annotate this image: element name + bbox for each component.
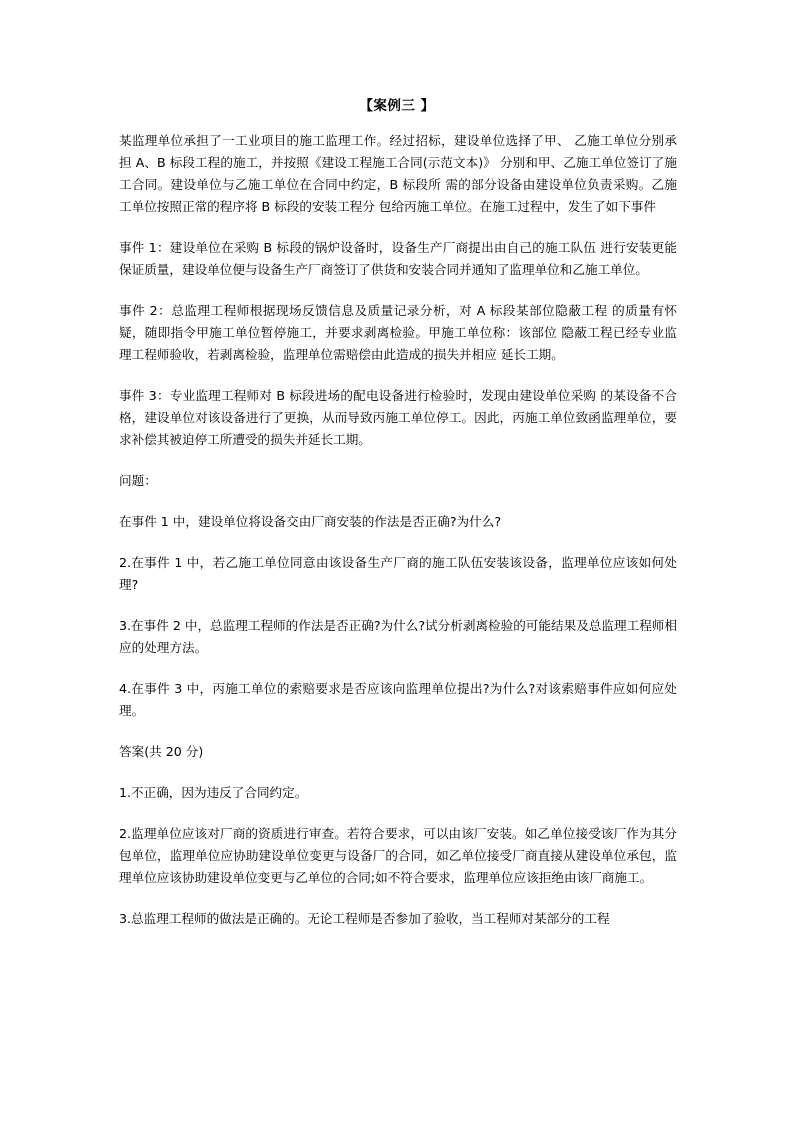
event-1-paragraph: 事件 1：建设单位在采购 B 标段的锅炉设备时，设备生产厂商提出由自己的施工队伍 进行安装更能保证质量，建设单位便与设备生产厂商签订了供货和安装合同并通知了监理单位和乙施工单位。 [119, 240, 677, 277]
question-3: 3.在事件 2 中，总监理工程师的作法是否正确?为什么?试分析剥离检验的可能结果及总监理工程师相应的处理方法。 [119, 618, 677, 655]
answers-heading: 答案(共 20 分) [119, 744, 204, 759]
question-4: 4.在事件 3 中，丙施工单位的索赔要求是否应该向监理单位提出?为什么?对该索赔事件应如何应处理。 [119, 681, 677, 718]
document-body [119, 130, 677, 949]
answer-3: 3.总监理工程师的做法是正确的。无论工程师是否参加了验收，当工程师对某部分的工程 [119, 911, 610, 926]
answer-2: 2.监理单位应该对厂商的资质进行审查。若符合要求，可以由该厂安装。如乙单位接受该厂作为其分包单位，监理单位应协助建设单位变更与设备厂的合同，如乙单位接受厂商直接从建设单位承包，监理单位应该协助建设单位变更与乙单位的合同;如不符合要求，监理单位应该拒绝由该厂商施工。 [119, 826, 677, 885]
event-3-paragraph: 事件 3：专业监理工程师对 B 标段进场的配电设备进行检验时，发现由建设单位采购 的某设备不合格，建设单位对该设备进行了更换，从而导致丙施工单位停工。因此，丙施工单位致函监理单位，要求补偿其被迫停工所遭受的损失并延长工期。 [119, 388, 677, 447]
questions-heading: 问题： [119, 473, 157, 488]
question-2: 2.在事件 1 中，若乙施工单位同意由该设备生产厂商的施工队伍安装该设备，监理单位应该如何处理? [119, 555, 677, 592]
event-2-paragraph: 事件 2：总监理工程师根据现场反馈信息及质量记录分析，对 A 标段某部位隐蔽工程 的质量有怀疑，随即指令甲施工单位暂停施工，并要求剥离检验。甲施工单位称：该部位 隐蔽工程已经专业监理工程师验收，若剥离检验，监理单位需赔偿由此造成的损失并相应 延长工期。 [119, 303, 677, 362]
case-title: 【案例三 】 [359, 98, 435, 114]
answer-1: 1.不正确，因为违反了合同约定。 [119, 785, 308, 800]
intro-paragraph: 某监理单位承担了一工业项目的施工监理工作。经过招标，建设单位选择了甲、 乙施工单位分别承担 A、B 标段工程的施工，并按照《建设工程施工合同(示范文本)》 分别和甲、乙施工单位签订了施工合同。建设单位与乙施工单位在合同中约定，B 标段所 需的部分设备由建设单位负责采购。乙施工单位按照正常的程序将 B 标段的安装工程分 包给丙施工单位。在施工过程中，发生了如下事件 [119, 133, 677, 214]
question-1: 在事件 1 中，建设单位将设备交由厂商安装的作法是否正确?为什么? [119, 514, 502, 529]
